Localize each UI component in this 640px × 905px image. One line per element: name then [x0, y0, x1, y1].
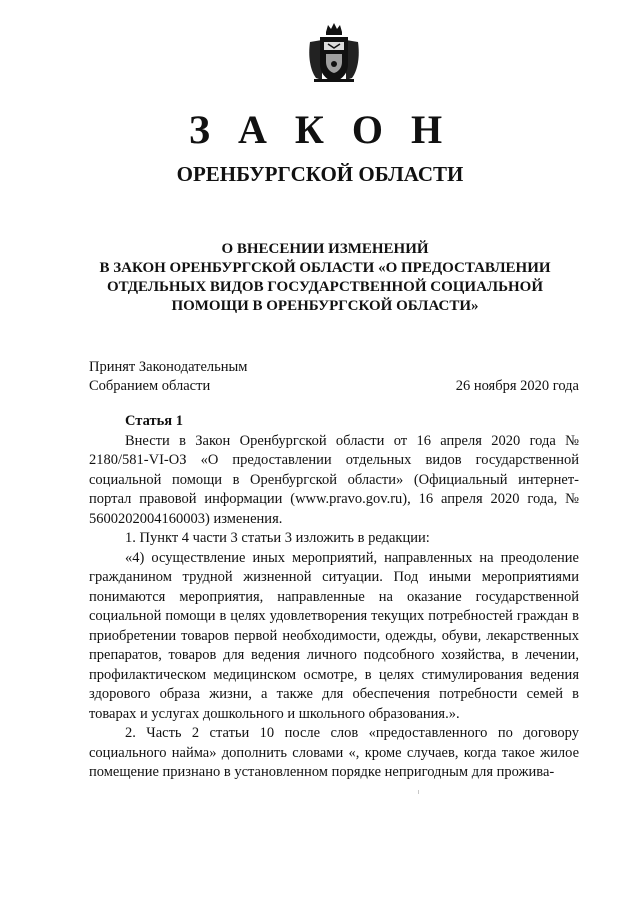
coat-of-arms-icon [306, 22, 362, 84]
subject-line: В ЗАКОН ОРЕНБУРГСКОЙ ОБЛАСТИ «О ПРЕДОСТАВЛЕНИИ [99, 260, 551, 276]
adoption-date: 26 ноября 2020 года [455, 378, 579, 394]
subject-line: ОТДЕЛЬНЫХ ВИДОВ ГОСУДАРСТВЕННОЙ СОЦИАЛЬНОЙ [106, 279, 544, 295]
scan-artifact [418, 790, 419, 794]
article-paragraph: «4) осуществление иных мероприятий, направленных на преодоление гражданином трудной жизненной ситуации. Под иными мероприятиями понимаются мероприятия, направленные на оказание государственной социальной помощи в целях удовлетворения текущих потребностей граждан в приобретении товаров первой необходимости, одежды, обуви, лекарственных препаратов, товаров для ведения личного подсобного хозяйства, в лечении, профилактическом медицинском осмотре, в целях стимулирования ведения здорового образа жизни, а также для обеспечения потребности семей в товарах и услугах дошкольного и школьного образования.». [89, 549, 579, 722]
adoption-block [89, 358, 579, 396]
adoption-line: Собранием области [89, 378, 211, 394]
article-body [89, 412, 579, 783]
document-title: З А К О Н [188, 107, 452, 152]
adoption-line: Принят Законодательным [89, 359, 248, 375]
law-subject-title [90, 240, 560, 316]
article-paragraph: Внести в Закон Оренбургской области от 16 апреля 2020 года № 2180/581-VI-ОЗ «О предоставлении отдельных видов государственной социальной помощи в Оренбургской области» (Официальный интернет-портал правовой информации (www.pravo.gov.ru), 16 апреля 2020 года, № 5600202004160003) изменения. [89, 432, 579, 527]
region-title: ОРЕНБУРГСКОЙ ОБЛАСТИ [176, 162, 464, 186]
article-paragraph: 1. Пункт 4 части 3 статьи 3 изложить в редакции: [125, 530, 430, 546]
article-heading: Статья 1 [125, 413, 183, 429]
subject-line: О ВНЕСЕНИИ ИЗМЕНЕНИЙ [221, 241, 429, 257]
subject-line: ПОМОЩИ В ОРЕНБУРГСКОЙ ОБЛАСТИ» [171, 298, 479, 314]
article-paragraph: 2. Часть 2 статьи 10 после слов «предоставленного по договору социального найма» дополнить словами «, кроме случаев, когда такое жилое помещение признано в установленном порядке непригодным для прожива- [89, 725, 579, 780]
